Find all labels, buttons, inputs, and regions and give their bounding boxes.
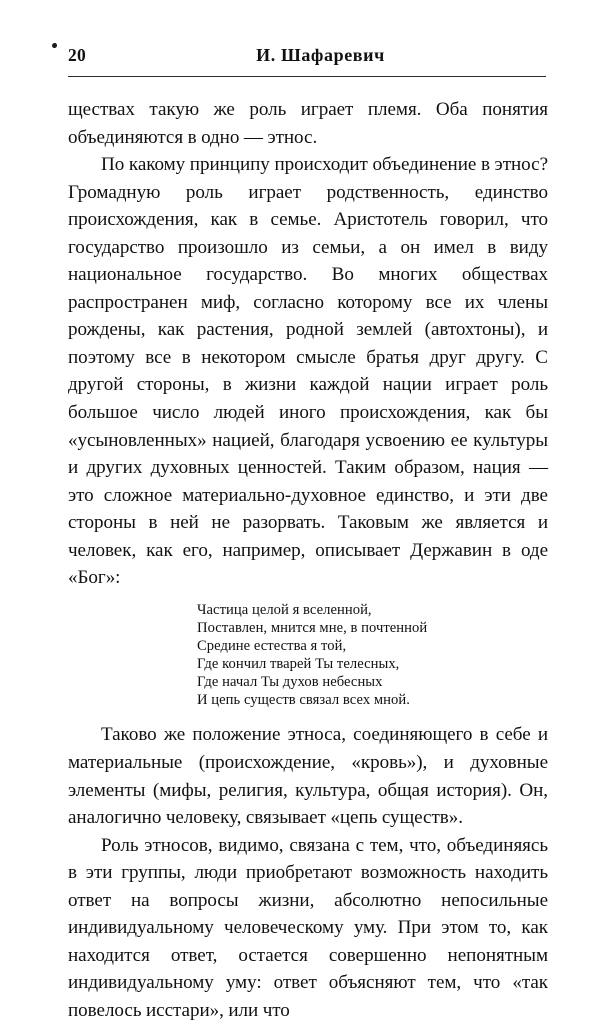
verse-quotation xyxy=(68,601,548,710)
running-head xyxy=(68,44,547,70)
paragraph: По какому принципу происходит объединение в этнос? Громадную роль играет родственность, единство происхождения, как в семье. Аристотель говорил, что государство произошло из семьи, а он имел в виду национальное государство. Во многих обществах распространен миф, согласно которому все их члены рождены, как растения, родной землей (автохтоны), и поэтому все в некотором смысле братья друг другу. С другой стороны, в жизни каждой нации играет роль большое число людей иного происхождения, как бы «усыновленных» нацией, благодаря усвоению ее культуры и других духовных ценностей. Таким образом, нация — это сложное материально-духовное единство, и эти две стороны в ней не разорвать. Таковым же является и человек, как его, например, описывает Державин в оде «Бог»: xyxy=(68,154,548,589)
verse-line: Где начал Ты духов небесных xyxy=(197,674,383,691)
verse-line: Поставлен, мнится мне, в почтенной xyxy=(197,619,428,636)
verse-line: И цепь существ связал всех мной. xyxy=(197,692,410,709)
paragraph: Таково же положение этноса, соединяющего в себе и материальные (происхождение, «кровь»), и духовные элементы (мифы, религия, культура, общая история). Он, аналогично человеку, связывает «цепь существ». xyxy=(68,724,548,829)
verse-line: Где кончил тварей Ты телесных, xyxy=(197,656,400,673)
page-number: 20 xyxy=(68,45,87,65)
verse-line: Средине естества я той, xyxy=(197,638,347,655)
body-text-column xyxy=(68,96,548,1024)
paragraph: Роль этносов, видимо, связана с тем, что, объединяясь в эти группы, люди приобретают возможность находить ответ на вопросы жизни, абсолютно непосильные индивидуальному человеческому уму. При этом то, как находится ответ, остается совершенно непонятным индивидуальному уму: ответ объясняют тем, что «так повелось исстари», или что xyxy=(68,834,548,1021)
running-head-title: И. Шафаревич xyxy=(256,45,385,65)
ink-speck-artifact xyxy=(51,42,57,48)
header-divider-rule xyxy=(68,76,546,77)
verse-line: Частица целой я вселенной, xyxy=(197,601,372,618)
paragraph: ществах такую же роль играет племя. Оба понятия объединяются в одно — этнос. xyxy=(68,99,548,148)
